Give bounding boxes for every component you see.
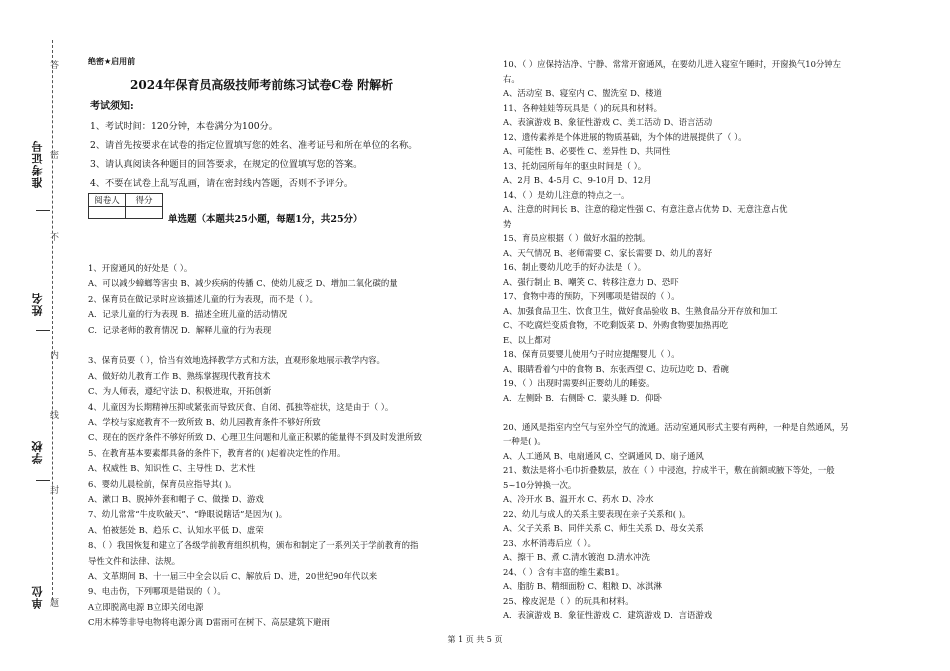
question-line: A、人工通风 B、电扇通风 C、空调通风 D、扇子通风 <box>503 450 704 461</box>
seal-mark: 密 <box>48 150 58 159</box>
question-line: 3、保育员要（ ），恰当有效地选择教学方式和方法，直观形象地展示教学内容。 <box>88 355 385 366</box>
question-line: 右。 <box>503 73 520 84</box>
question-line: 势 <box>503 218 512 229</box>
confidential-mark: 绝密★启用前 <box>88 57 136 66</box>
question-line: 导性文件和法律、法规。 <box>88 555 181 566</box>
question-line: 5、在教育基本要素都具备的条件下，教育者的( )起着决定性的作用。 <box>88 447 346 458</box>
question-line: A、脂肪 B、精细面粉 C、粗粮 D、冰淇淋 <box>503 581 662 591</box>
page-footer: 第 1 页 共 5 页 <box>447 635 503 644</box>
question-line: 19、（ ）出现时需要纠正婴幼儿的睡姿。 <box>503 378 655 388</box>
question-line: A、强行制止 B、嘲笑 C、转移注意力 D、恐吓 <box>503 276 679 287</box>
question-line: 9、电击伤，下列哪项是错误的（ ）。 <box>88 586 226 597</box>
question-line: 25、橡皮泥是（ ）的玩具和材料。 <box>503 595 634 606</box>
question-line: 18、保育员要婴儿使用勺子时应提醒婴儿（ ）。 <box>503 349 680 359</box>
question-line: 16、制止婴幼儿吃手的好办法是（ ）。 <box>503 262 647 272</box>
question-line: A、可能性 B、必要性 C、差异性 D、共同性 <box>503 146 671 156</box>
question-line: 17、食物中毒的预防，下列哪项是错误的（ ）。 <box>503 291 680 301</box>
question-line: A、学校与家庭教育不一致所致 B、幼儿园教育条件不够好所致 <box>88 417 321 427</box>
question-line: 21、数法是将小毛巾折叠数层，放在（ ）中浸泡，拧成半干，敷在前额或腋下等处，一般 <box>503 465 835 475</box>
question-line: C、不吃腐烂变质食物，不吃剩饭菜 D、外购食物要加热再吃 <box>503 320 729 330</box>
question-line: A、怕被惩处 B、趋乐 C、认知水平低 D、虚荣 <box>88 524 264 535</box>
question-line: 22、幼儿与成人的关系主要表现在亲子关系和( )。 <box>503 508 691 519</box>
question-line: 15、育员应根据（ ）做好水温的控制。 <box>503 233 651 243</box>
question-line: 14、（ ）是幼儿注意的特点之一。 <box>503 189 630 200</box>
question-line: A、注意的时间长 B、注意的稳定性强 C、有意注意占优势 D、无意注意占优 <box>503 204 788 214</box>
fill-line <box>36 210 50 211</box>
question-line: 12、遗传素养是个体进展的物质基础，为个体的进展提供了（ ）。 <box>503 131 747 142</box>
question-line: A、漱口 B、脱掉外套和帽子 C、做操 D、游戏 <box>88 494 264 504</box>
question-line: 6、婴幼儿晨检前，保育员应指导其( )。 <box>88 478 237 489</box>
question-line: A、父子关系 B、同伴关系 C、师生关系 D、母女关系 <box>503 523 704 533</box>
question-line: C．记录老师的教育情况 D．解释儿童的行为表现 <box>88 324 272 335</box>
question-line: 2、保育员在做记录时应该描述儿童的行为表现，而不是（ ）。 <box>88 293 318 304</box>
score-header-score: 得分 <box>126 194 163 207</box>
question-line: A、权威性 B、知识性 C、主导性 D、艺术性 <box>88 463 256 474</box>
seal-mark: 线 <box>48 410 58 419</box>
question-line: 1、开窗通风的好处是（ ）。 <box>88 263 193 273</box>
notice-heading: 考试须知: <box>90 101 134 112</box>
seal-mark: 封 <box>48 485 58 494</box>
question-line: 5~10分钟换一次。 <box>503 479 577 490</box>
question-line: 24、（ ）含有丰富的维生素B1。 <box>503 566 625 577</box>
question-line: 8、（ ）我国恢复和建立了各级学前教育组织机构，颁布和制定了一系列关于学前教育的指 <box>88 540 419 551</box>
question-line: A、可以减少蟑螂等害虫 B、减少疾病的传播 C、使幼儿疲乏 D、增加二氧化碳的量 <box>88 278 398 289</box>
question-line: A、活动室 B、寝室内 C、盥洗室 D、楼道 <box>503 88 662 98</box>
notice-item: 1、考试时间：120分钟，本卷满分为100分。 <box>90 121 278 132</box>
fill-line <box>36 480 50 481</box>
question-line: A．记录儿童的行为表现 B．描述全班儿童的活动情况 <box>88 309 288 320</box>
question-line: 4、儿童因为长期精神压抑或紧张而导致厌食、自闭、孤独等症状，这是由于（ ）。 <box>88 401 394 412</box>
score-cell-grader[interactable] <box>89 207 126 219</box>
question-line: A、加强食品卫生、饮食卫生，做好食品验收 B、生熟食品分开存放和加工 <box>503 305 778 316</box>
question-line: C、现在的医疗条件不够好所致 D、心理卫生问题和儿童正积累的能量得不到及时发泄所致 <box>88 432 423 443</box>
notice-item: 3、请认真阅读各种题目的回答要求，在规定的位置填写您的答案。 <box>90 159 363 170</box>
question-line: A、冷开水 B、温开水 C、药水 D、冷水 <box>503 494 654 504</box>
section-title: 单选题（本题共25小题，每题1分，共25分） <box>168 214 363 225</box>
question-line: A、眼睛看着勺中的食物 B、东张西望 C、边玩边吃 D、看碗 <box>503 363 729 374</box>
question-line: 7、幼儿常常“牛皮吹破天”、“睁眼说瞎话”是因为( )。 <box>88 509 288 520</box>
question-line: A．左侧卧 B．右侧卧 C．蒙头睡 D．仰卧 <box>503 392 662 403</box>
question-line: A．表演游戏 B．象征性游戏 C．建筑游戏 D．言语游戏 <box>503 610 713 620</box>
score-header-grader: 阅卷人 <box>89 194 126 207</box>
question-line: A、2月 B、4-5月 C、9-10月 D、12月 <box>503 175 652 185</box>
question-line: E、以上都对 <box>503 334 551 345</box>
score-table <box>88 193 163 219</box>
notice-item: 2、请首先按要求在试卷的指定位置填写您的姓名、准考证号和所在单位的名称。 <box>90 140 418 151</box>
question-line: A、文革期间 B、十一届三中全会以后 C、解放后 D、进，20世纪90年代以来 <box>88 571 378 581</box>
seal-line <box>52 40 53 600</box>
seal-mark: 答 <box>48 60 58 69</box>
seal-mark: 题 <box>48 598 58 607</box>
question-line: A立即脱离电源 B立即关闭电源 <box>88 601 204 612</box>
question-line: 13、托幼园所每年的驱虫时间是（ ）。 <box>503 160 647 171</box>
binding-label-unit: 单位 <box>31 585 44 609</box>
notice-item: 4、不要在试卷上乱写乱画，请在密封线内答题，否则不予评分。 <box>90 178 354 189</box>
page-title: 2024年保育员高级技师考前练习试卷C卷 附解析 <box>130 78 394 92</box>
question-line: 20、通风是指室内空气与室外空气的流通。活动室通风形式主要有两种，一种是自然通风，另 <box>503 421 849 432</box>
question-line: C、为人师表，遵纪守法 D、积极进取，开拓创新 <box>88 386 272 397</box>
question-line: 一种是( )。 <box>503 436 546 446</box>
fill-line <box>36 330 50 331</box>
question-line: A、表演游戏 B、象征性游戏 C、美工活动 D、语言活动 <box>503 117 713 127</box>
binding-label-name: 姓名 <box>31 292 44 316</box>
question-line: 10、（ ）应保持洁净、宁静、常常开窗通风，在要幼儿进入寝室午睡时，开窗换气10分钟左 <box>503 59 842 69</box>
question-line: 23、水杯消毒后应（ ）。 <box>503 537 596 548</box>
binding-label-exam-number: 准考证号 <box>31 140 44 188</box>
score-cell-score[interactable] <box>126 207 163 219</box>
seal-mark: 内 <box>48 350 58 359</box>
question-line: A、天气情况 B、老师需要 C、家长需要 D、幼儿的喜好 <box>503 247 713 258</box>
binding-label-school: 学校 <box>31 440 44 464</box>
seal-mark: 不 <box>48 232 58 241</box>
question-line: A、做好幼儿教育工作 B、熟练掌握现代教育技术 <box>88 370 271 381</box>
question-line: A、擦干 B、煮 C.清水镀泡 D.清水冲洗 <box>503 552 650 562</box>
question-line: C用木棒等非导电物将电源分离 D雷雨可在树下、高层建筑下避雨 <box>88 617 330 628</box>
question-line: 11、各种娃娃等玩具是（ )的玩具和材料。 <box>503 102 662 113</box>
binding-margin <box>0 0 72 671</box>
